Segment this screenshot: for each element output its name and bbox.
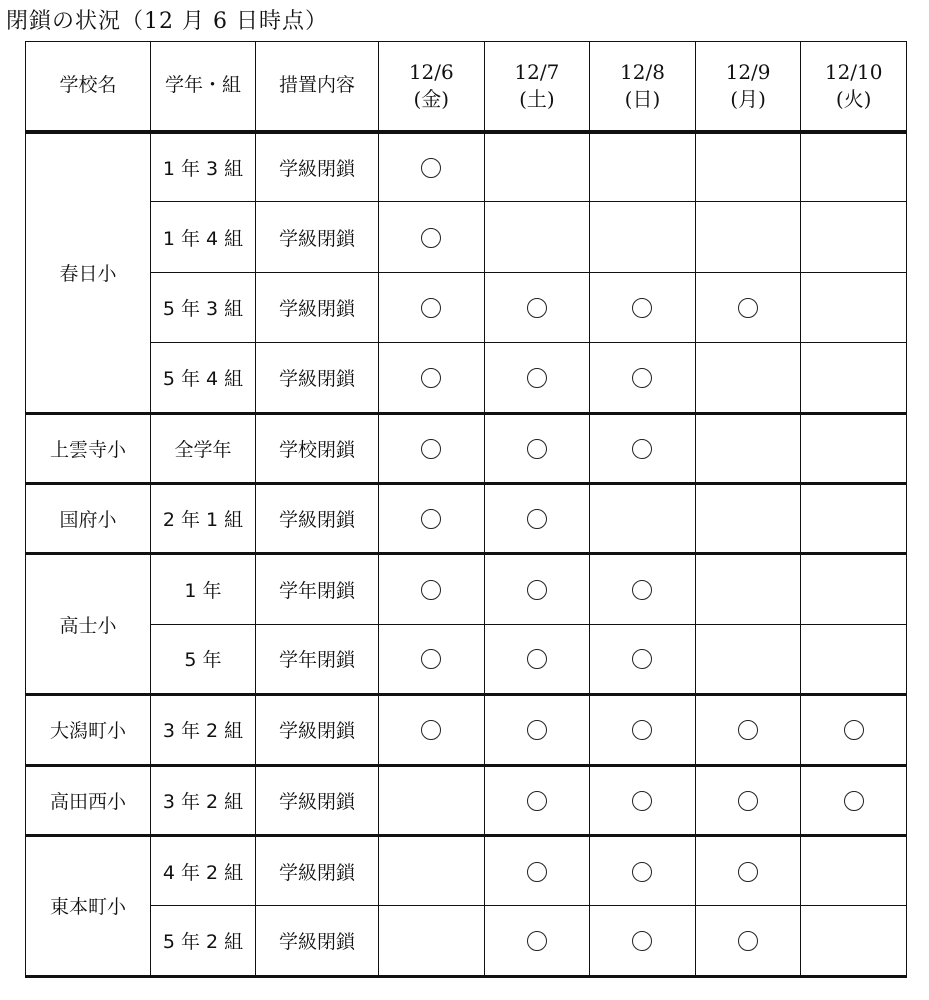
table-row: [26, 906, 907, 976]
table-row: [26, 835, 907, 905]
header-date-label: 12/9: [725, 59, 771, 84]
date-status-cell: [695, 413, 801, 483]
measure-cell: 学年閉鎖: [256, 624, 379, 694]
date-status-cell: [484, 906, 590, 976]
measure-cell: 学級閉鎖: [256, 272, 379, 342]
grade-cell: 3 年 2 組: [151, 695, 256, 765]
header-date-label: 12/7: [514, 59, 560, 84]
date-status-cell: [379, 624, 485, 694]
date-status-cell: [590, 554, 696, 624]
table-row: [26, 272, 907, 342]
date-status-cell: [484, 765, 590, 835]
date-status-cell: [484, 272, 590, 342]
table-row: [26, 624, 907, 694]
grade-cell: 1 年: [151, 554, 256, 624]
table-row: [26, 413, 907, 483]
grade-cell: 全学年: [151, 413, 256, 483]
closed-mark-icon: [421, 509, 441, 529]
date-status-cell: [695, 272, 801, 342]
date-status-cell: [484, 132, 590, 202]
closed-mark-icon: [421, 368, 441, 388]
header-day-label: (火): [835, 86, 872, 111]
date-status-cell: [801, 624, 907, 694]
table-row: [26, 554, 907, 624]
grade-cell: 5 年 3 組: [151, 272, 256, 342]
grade-cell: 1 年 4 組: [151, 202, 256, 272]
table-row: [26, 483, 907, 553]
closed-mark-icon: [738, 931, 758, 951]
date-status-cell: [695, 695, 801, 765]
closed-mark-icon: [527, 368, 547, 388]
measure-cell: 学級閉鎖: [256, 695, 379, 765]
date-status-cell: [801, 413, 907, 483]
closed-mark-icon: [527, 649, 547, 669]
measure-cell: 学級閉鎖: [256, 483, 379, 553]
closed-mark-icon: [632, 298, 652, 318]
date-status-cell: [695, 765, 801, 835]
date-status-cell: [484, 554, 590, 624]
grade-cell: 1 年 3 組: [151, 132, 256, 202]
header-date-label: 12/6: [408, 59, 454, 84]
closed-mark-icon: [844, 720, 864, 740]
header-date: [484, 42, 590, 132]
closed-mark-icon: [632, 580, 652, 600]
date-status-cell: [590, 695, 696, 765]
date-status-cell: [379, 765, 485, 835]
measure-cell: 学級閉鎖: [256, 765, 379, 835]
closed-mark-icon: [738, 791, 758, 811]
date-status-cell: [379, 343, 485, 413]
school-name-cell: 東本町小: [26, 835, 151, 976]
date-status-cell: [695, 483, 801, 553]
closed-mark-icon: [421, 228, 441, 248]
table-row: [26, 132, 907, 202]
date-status-cell: [801, 272, 907, 342]
closed-mark-icon: [421, 649, 441, 669]
header-day-label: (土): [519, 86, 555, 111]
school-name-cell: 大潟町小: [26, 695, 151, 765]
header-date: [590, 42, 696, 132]
date-status-cell: [695, 554, 801, 624]
date-status-cell: [379, 272, 485, 342]
grade-cell: 5 年: [151, 624, 256, 694]
date-status-cell: [801, 132, 907, 202]
date-status-cell: [590, 906, 696, 976]
closed-mark-icon: [421, 580, 441, 600]
closed-mark-icon: [527, 298, 547, 318]
table-row: [26, 695, 907, 765]
date-status-cell: [801, 343, 907, 413]
closed-mark-icon: [632, 368, 652, 388]
date-status-cell: [801, 765, 907, 835]
header-day-label: (月): [730, 86, 766, 111]
school-name-cell: 上雲寺小: [26, 413, 151, 483]
date-status-cell: [590, 835, 696, 905]
date-status-cell: [484, 835, 590, 905]
grade-cell: 4 年 2 組: [151, 835, 256, 905]
date-status-cell: [379, 695, 485, 765]
page-title: 閉鎖の状況（12 月 6 日時点）: [6, 9, 328, 34]
header-school: 学校名: [26, 42, 151, 132]
header-date: [695, 42, 801, 132]
closed-mark-icon: [738, 862, 758, 882]
table-row: [26, 765, 907, 835]
closed-mark-icon: [632, 862, 652, 882]
measure-cell: 学級閉鎖: [256, 132, 379, 202]
date-status-cell: [590, 343, 696, 413]
grade-cell: 5 年 2 組: [151, 906, 256, 976]
grade-cell: 2 年 1 組: [151, 483, 256, 553]
closed-mark-icon: [527, 791, 547, 811]
closed-mark-icon: [421, 439, 441, 459]
closed-mark-icon: [632, 439, 652, 459]
closed-mark-icon: [527, 439, 547, 459]
date-status-cell: [484, 202, 590, 272]
grade-cell: 3 年 2 組: [151, 765, 256, 835]
closed-mark-icon: [738, 298, 758, 318]
date-status-cell: [695, 343, 801, 413]
date-status-cell: [590, 272, 696, 342]
date-status-cell: [801, 554, 907, 624]
date-status-cell: [379, 906, 485, 976]
header-date: [379, 42, 485, 132]
closed-mark-icon: [421, 298, 441, 318]
date-status-cell: [590, 132, 696, 202]
date-status-cell: [801, 906, 907, 976]
date-status-cell: [379, 413, 485, 483]
header-day-label: (金): [413, 86, 450, 111]
closed-mark-icon: [844, 791, 864, 811]
measure-cell: 学級閉鎖: [256, 202, 379, 272]
date-status-cell: [379, 835, 485, 905]
closed-mark-icon: [632, 791, 652, 811]
date-status-cell: [695, 906, 801, 976]
date-status-cell: [590, 413, 696, 483]
date-status-cell: [379, 483, 485, 553]
closed-mark-icon: [632, 931, 652, 951]
table-row: [26, 202, 907, 272]
date-status-cell: [379, 554, 485, 624]
measure-cell: 学級閉鎖: [256, 906, 379, 976]
measure-cell: 学級閉鎖: [256, 835, 379, 905]
closed-mark-icon: [527, 931, 547, 951]
measure-cell: 学級閉鎖: [256, 343, 379, 413]
header-date: [801, 42, 907, 132]
closed-mark-icon: [632, 649, 652, 669]
date-status-cell: [695, 624, 801, 694]
table-row: [26, 343, 907, 413]
measure-cell: 学校閉鎖: [256, 413, 379, 483]
closed-mark-icon: [421, 158, 441, 178]
grade-cell: 5 年 4 組: [151, 343, 256, 413]
date-status-cell: [484, 343, 590, 413]
header-date-label: 12/10: [824, 59, 883, 84]
closed-mark-icon: [527, 720, 547, 740]
closed-mark-icon: [738, 720, 758, 740]
date-status-cell: [801, 835, 907, 905]
date-status-cell: [695, 202, 801, 272]
table-body: [26, 132, 907, 977]
date-status-cell: [590, 765, 696, 835]
date-status-cell: [590, 202, 696, 272]
header-day-label: (日): [624, 86, 661, 111]
date-status-cell: [695, 132, 801, 202]
date-status-cell: [484, 695, 590, 765]
date-status-cell: [801, 695, 907, 765]
closed-mark-icon: [527, 509, 547, 529]
header-date-label: 12/8: [620, 59, 665, 84]
header-row: [26, 42, 907, 132]
header-grade: 学年・組: [151, 42, 256, 132]
date-status-cell: [590, 624, 696, 694]
closure-table: [25, 41, 907, 978]
closed-mark-icon: [527, 580, 547, 600]
header-measure: 措置内容: [256, 42, 379, 132]
closed-mark-icon: [421, 720, 441, 740]
date-status-cell: [801, 483, 907, 553]
date-status-cell: [695, 835, 801, 905]
date-status-cell: [484, 413, 590, 483]
closed-mark-icon: [527, 862, 547, 882]
closed-mark-icon: [632, 720, 652, 740]
school-name-cell: 高士小: [26, 554, 151, 695]
date-status-cell: [379, 132, 485, 202]
date-status-cell: [590, 483, 696, 553]
date-status-cell: [379, 202, 485, 272]
date-status-cell: [484, 624, 590, 694]
measure-cell: 学年閉鎖: [256, 554, 379, 624]
school-name-cell: 高田西小: [26, 765, 151, 835]
school-name-cell: 国府小: [26, 483, 151, 553]
school-name-cell: 春日小: [26, 132, 151, 414]
date-status-cell: [484, 483, 590, 553]
date-status-cell: [801, 202, 907, 272]
